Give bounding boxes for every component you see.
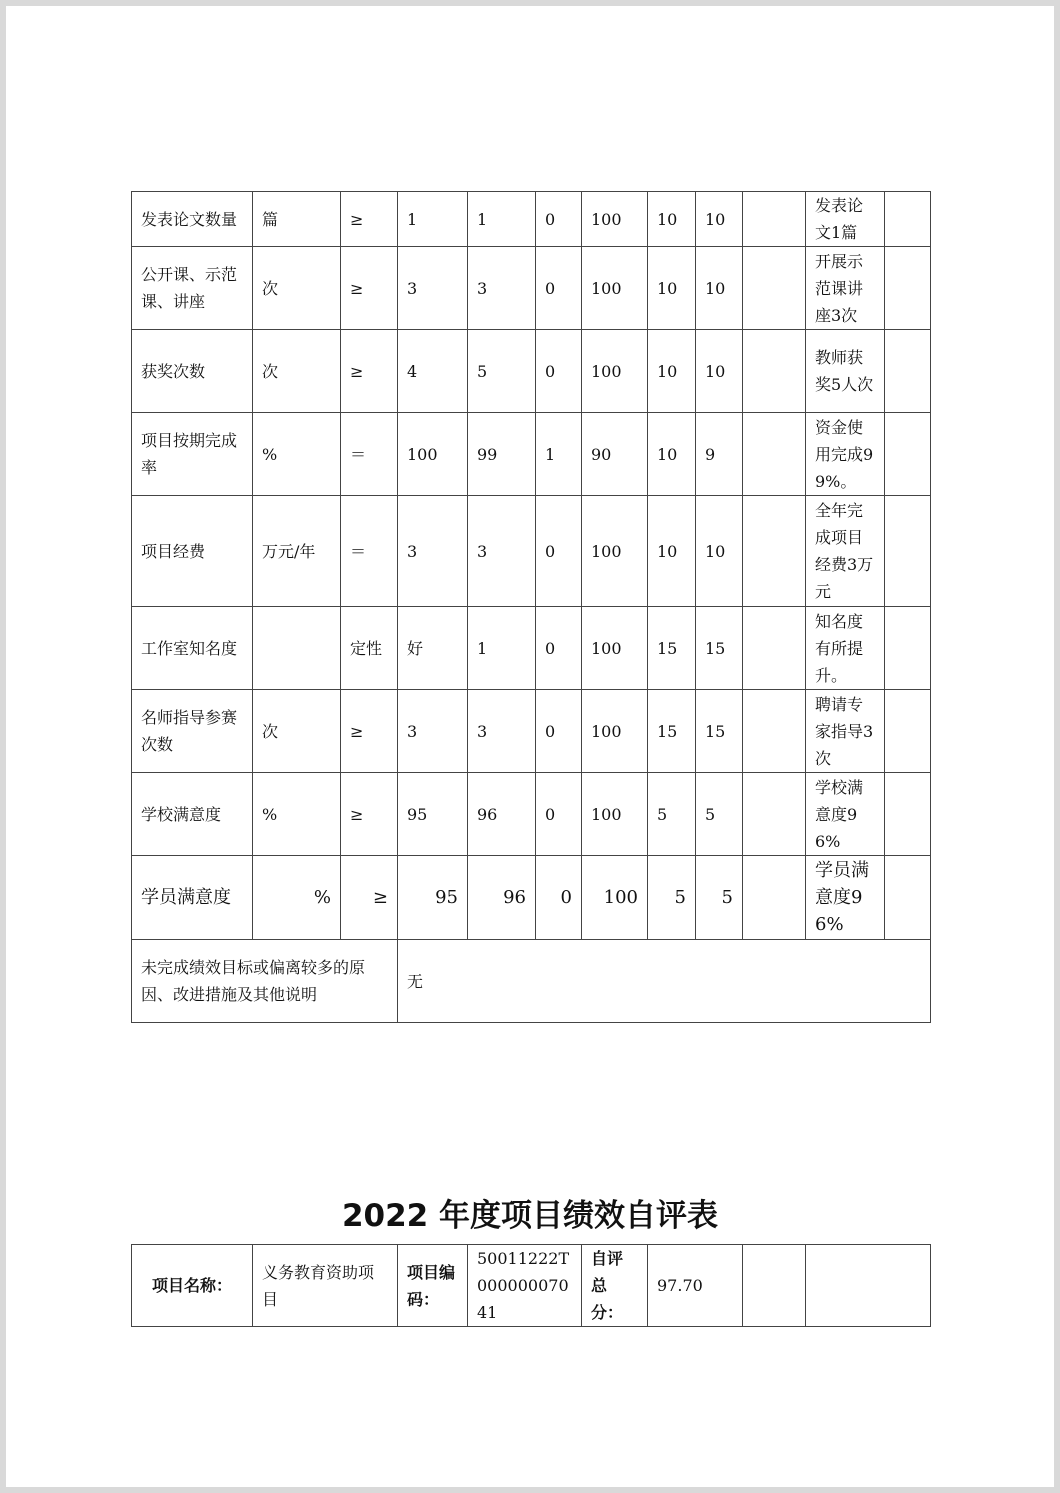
score-cell: 10 <box>696 247 743 330</box>
note-cell: 资金使用完成99%。 <box>806 413 885 496</box>
self-score-label: 自评总分： <box>582 1245 648 1327</box>
score-cell: 10 <box>696 496 743 607</box>
project-name-label: 项目名称： <box>132 1245 253 1327</box>
score-cell: 10 <box>696 330 743 413</box>
unit-cell: % <box>253 773 341 856</box>
unit-cell: 篇 <box>253 192 341 247</box>
table-row <box>132 247 931 330</box>
deviation-cell: 0 <box>536 247 582 330</box>
table-row <box>132 413 931 496</box>
weight-cell: 5 <box>648 773 696 856</box>
note-cell: 开展示范课讲座3次 <box>806 247 885 330</box>
extra-cell <box>885 856 931 940</box>
indicator-cell: 公开课、示范课、讲座 <box>132 247 253 330</box>
extra-cell <box>885 192 931 247</box>
deviation-cell: 1 <box>536 413 582 496</box>
weight-cell: 5 <box>648 856 696 940</box>
operator-cell: 定性 <box>341 607 398 690</box>
weight-cell: 10 <box>648 496 696 607</box>
extra-cell <box>885 690 931 773</box>
table-row <box>132 192 931 247</box>
note-cell: 学校满意度96% <box>806 773 885 856</box>
table-row <box>132 856 931 940</box>
operator-cell: ＝ <box>341 496 398 607</box>
deviation-cell: 0 <box>536 607 582 690</box>
blank-cell <box>743 607 806 690</box>
indicator-cell: 名师指导参赛次数 <box>132 690 253 773</box>
blank-cell <box>743 856 806 940</box>
extra-cell <box>885 496 931 607</box>
table-row <box>132 496 931 607</box>
document-page <box>6 6 1054 1487</box>
rate-cell: 100 <box>582 690 648 773</box>
rate-cell: 100 <box>582 192 648 247</box>
indicator-cell: 发表论文数量 <box>132 192 253 247</box>
summary-row <box>132 940 931 1023</box>
operator-cell: ≥ <box>341 773 398 856</box>
actual-cell: 1 <box>468 607 536 690</box>
table-row <box>132 690 931 773</box>
operator-cell: ≥ <box>341 247 398 330</box>
extra-cell <box>885 773 931 856</box>
table-row <box>132 773 931 856</box>
target-cell: 4 <box>398 330 468 413</box>
extra-cell <box>885 413 931 496</box>
note-cell: 知名度有所提升。 <box>806 607 885 690</box>
note-cell: 发表论文1篇 <box>806 192 885 247</box>
score-cell: 10 <box>696 192 743 247</box>
operator-cell: ≥ <box>341 192 398 247</box>
extra-cell <box>885 607 931 690</box>
note-cell: 教师获奖5人次 <box>806 330 885 413</box>
unit-cell: 万元/年 <box>253 496 341 607</box>
performance-indicator-table <box>131 191 931 1023</box>
target-cell: 95 <box>398 856 468 940</box>
rate-cell: 100 <box>582 247 648 330</box>
project-name-value: 义务教育资助项目 <box>253 1245 398 1327</box>
extra-cell <box>885 330 931 413</box>
blank-cell <box>743 413 806 496</box>
indicator-cell: 学校满意度 <box>132 773 253 856</box>
summary-label: 未完成绩效目标或偏离较多的原因、改进措施及其他说明 <box>132 940 398 1023</box>
actual-cell: 99 <box>468 413 536 496</box>
unit-cell <box>253 607 341 690</box>
blank-cell <box>743 330 806 413</box>
project-code-value: 50011222T00000007041 <box>468 1245 582 1327</box>
actual-cell: 5 <box>468 330 536 413</box>
score-cell: 15 <box>696 690 743 773</box>
score-cell: 5 <box>696 856 743 940</box>
indicator-cell: 工作室知名度 <box>132 607 253 690</box>
target-cell: 3 <box>398 496 468 607</box>
summary-value: 无 <box>398 940 931 1023</box>
actual-cell: 3 <box>468 690 536 773</box>
indicator-cell: 项目按期完成率 <box>132 413 253 496</box>
weight-cell: 10 <box>648 247 696 330</box>
weight-cell: 10 <box>648 413 696 496</box>
rate-cell: 100 <box>582 607 648 690</box>
deviation-cell: 0 <box>536 773 582 856</box>
note-cell: 全年完成项目经费3万元 <box>806 496 885 607</box>
unit-cell: 次 <box>253 330 341 413</box>
weight-cell: 10 <box>648 192 696 247</box>
project-info-table <box>131 1244 931 1327</box>
target-cell: 好 <box>398 607 468 690</box>
page-title: 2022 年度项目绩效自评表 <box>341 1198 719 1234</box>
operator-cell: ≥ <box>341 330 398 413</box>
blank-cell <box>743 496 806 607</box>
blank-cell <box>743 773 806 856</box>
rate-cell: 90 <box>582 413 648 496</box>
target-cell: 3 <box>398 247 468 330</box>
indicator-cell: 学员满意度 <box>132 856 253 940</box>
empty-cell <box>806 1245 931 1327</box>
table-row <box>132 330 931 413</box>
target-cell: 3 <box>398 690 468 773</box>
blank-cell <box>743 690 806 773</box>
indicator-cell: 获奖次数 <box>132 330 253 413</box>
blank-cell <box>743 192 806 247</box>
operator-cell: ≥ <box>341 690 398 773</box>
rate-cell: 100 <box>582 496 648 607</box>
weight-cell: 15 <box>648 690 696 773</box>
empty-cell <box>743 1245 806 1327</box>
actual-cell: 96 <box>468 773 536 856</box>
actual-cell: 1 <box>468 192 536 247</box>
deviation-cell: 0 <box>536 330 582 413</box>
rate-cell: 100 <box>582 330 648 413</box>
extra-cell <box>885 247 931 330</box>
deviation-cell: 0 <box>536 192 582 247</box>
unit-cell: % <box>253 413 341 496</box>
deviation-cell: 0 <box>536 856 582 940</box>
score-cell: 5 <box>696 773 743 856</box>
deviation-cell: 0 <box>536 496 582 607</box>
indicator-cell: 项目经费 <box>132 496 253 607</box>
weight-cell: 15 <box>648 607 696 690</box>
target-cell: 100 <box>398 413 468 496</box>
rate-cell: 100 <box>582 773 648 856</box>
self-score-value: 97.70 <box>648 1245 743 1327</box>
operator-cell: ＝ <box>341 413 398 496</box>
target-cell: 95 <box>398 773 468 856</box>
actual-cell: 96 <box>468 856 536 940</box>
score-cell: 9 <box>696 413 743 496</box>
unit-cell: 次 <box>253 690 341 773</box>
deviation-cell: 0 <box>536 690 582 773</box>
project-code-label: 项目编码： <box>398 1245 468 1327</box>
rate-cell: 100 <box>582 856 648 940</box>
actual-cell: 3 <box>468 247 536 330</box>
weight-cell: 10 <box>648 330 696 413</box>
note-cell: 学员满意度96% <box>806 856 885 940</box>
unit-cell: % <box>253 856 341 940</box>
unit-cell: 次 <box>253 247 341 330</box>
project-info-row <box>132 1245 931 1327</box>
blank-cell <box>743 247 806 330</box>
table-row <box>132 607 931 690</box>
operator-cell: ≥ <box>341 856 398 940</box>
actual-cell: 3 <box>468 496 536 607</box>
note-cell: 聘请专家指导3次 <box>806 690 885 773</box>
score-cell: 15 <box>696 607 743 690</box>
target-cell: 1 <box>398 192 468 247</box>
